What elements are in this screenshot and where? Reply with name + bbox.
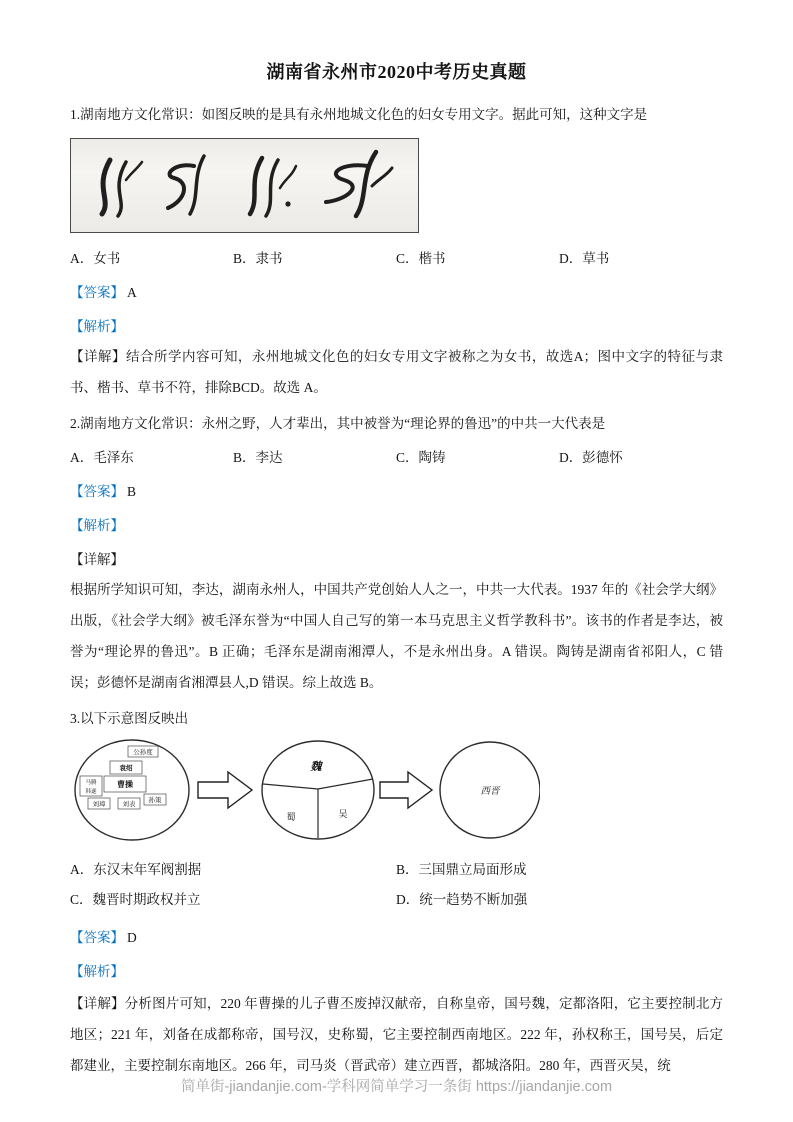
q1-answer-value: A	[127, 285, 137, 300]
q2-detail-label: 【详解】	[70, 552, 124, 567]
q2-option-b: B．李达	[233, 450, 283, 465]
q1-options	[70, 248, 723, 269]
page-title: 湖南省永州市2020中考历史真题	[266, 62, 527, 82]
nushu-glyph-4	[326, 152, 392, 216]
q2-answer-value: B	[127, 484, 137, 499]
q3-detail: 【详解】分析图片可知，220 年曹操的儿子曹丕废掉汉献帝，自称皇帝，国号魏，定都洛阳，它主要控制北方地区；221 年，刘备在成都称帝，国号汉，史称蜀，它主要控制西南地区。222 年，孙权称王，国号吴，后定都建业，主要控制东南地区。266 年，司马炎（晋武帝）建立西晋，都城洛阳。280 年，西晋灭吴，统	[70, 996, 723, 1073]
q1-option-c: C．楷书	[396, 251, 446, 266]
warlord-gongsundu: 公孙度	[133, 749, 153, 756]
warlord-caocao: 曹操	[117, 780, 133, 789]
q2-option-d: D．彭德怀	[559, 450, 623, 465]
arrow-right-icon	[198, 772, 252, 808]
warlord-hansui: 韩遂	[85, 789, 97, 795]
answer-label: 【答案】	[70, 285, 124, 300]
q1-detail: 【详解】结合所学内容可知，永州地城文化色的妇女专用文字被称之为女书，故选A；图中文字的特征与隶书、楷书、草书不符，排除BCD。故选 A。	[70, 349, 723, 395]
q2-detail: 根据所学知识可知，李达，湖南永州人，中国共产党创始人人之一，中共一大代表。1937 年的《社会学大纲》出版，《社会学大纲》被毛泽东誉为“中国人自己写的第一本马克思主义哲学教科书”。该书的作者是李达，被誉为“理论界的鲁迅”。B 正确；毛泽东是湖南湘潭人，不是永州出身。A 错误。陶铸是湖南省祁阳人，C 错误；彭德怀是湖南省湘潭县人,D 错误。综上故选 B。	[70, 582, 723, 690]
nushu-glyph-3	[250, 158, 296, 216]
q3-option-b: B．三国鼎立局面形成	[396, 862, 527, 877]
q2-option-a: A．毛泽东	[70, 450, 134, 465]
q1-option-b: B．隶书	[233, 251, 283, 266]
warlord-liuzhang: 刘璋	[92, 801, 106, 808]
kingdom-wei: 魏	[310, 761, 322, 773]
three-kingdoms-transition-diagram	[70, 736, 540, 844]
q1-answer-line	[70, 282, 723, 303]
q3-answer-value: D	[127, 930, 137, 945]
three-kingdoms-circle	[262, 741, 374, 839]
q1-nushu-figure	[70, 138, 419, 233]
q3-analysis-label: 【解析】	[70, 964, 124, 979]
nushu-glyph-1	[102, 160, 142, 216]
q3-option-c: C．魏晋时期政权并立	[70, 892, 201, 907]
arrow-right-icon	[380, 772, 432, 808]
western-jin-label: 西晋	[480, 787, 500, 797]
kingdom-wu: 吴	[338, 809, 348, 819]
answer-label: 【答案】	[70, 930, 124, 945]
q3-options	[70, 855, 723, 915]
question-3	[70, 708, 723, 1081]
q1-stem: 1.湖南地方文化常识：如图反映的是具有永州地城文化色的妇女专用文字。据此可知，这种文字是	[70, 107, 648, 122]
q1-option-a: A．女书	[70, 251, 121, 266]
q2-analysis-label: 【解析】	[70, 518, 124, 533]
answer-label: 【答案】	[70, 484, 124, 499]
q2-options	[70, 447, 723, 468]
q2-answer-line	[70, 481, 723, 502]
q3-stem: 3.以下示意图反映出	[70, 711, 189, 726]
question-1	[70, 104, 723, 403]
q2-stem: 2.湖南地方文化常识：永州之野，人才辈出，其中被誉为“理论界的鲁迅”的中共一大代表是	[70, 416, 606, 431]
nushu-script-image	[72, 140, 417, 231]
western-jin-circle	[440, 742, 540, 838]
q2-option-c: C．陶铸	[396, 450, 446, 465]
nushu-glyphs	[102, 152, 392, 216]
q3-diagram-figure	[70, 736, 723, 849]
warlord-mateng: 马腾	[85, 780, 97, 786]
nushu-glyph-2	[168, 156, 204, 214]
q3-answer-line	[70, 927, 723, 948]
site-footer-watermark: 简单街-jiandanjie.com-学科网简单学习一条街 https://jiandanjie.com	[180, 1079, 613, 1095]
q1-option-d: D．草书	[559, 251, 610, 266]
q1-analysis-label: 【解析】	[70, 319, 124, 334]
q3-option-a: A．东汉末年军阀割据	[70, 862, 202, 877]
kingdom-shu: 蜀	[286, 812, 296, 822]
question-2	[70, 413, 723, 698]
warlord-sunce: 孙策	[148, 797, 162, 804]
warlord-yuanshao: 袁绍	[119, 765, 133, 772]
warlord-liubiao: 刘表	[122, 801, 136, 808]
q3-option-d: D．统一趋势不断加强	[396, 892, 528, 907]
warlords-circle	[75, 740, 189, 840]
